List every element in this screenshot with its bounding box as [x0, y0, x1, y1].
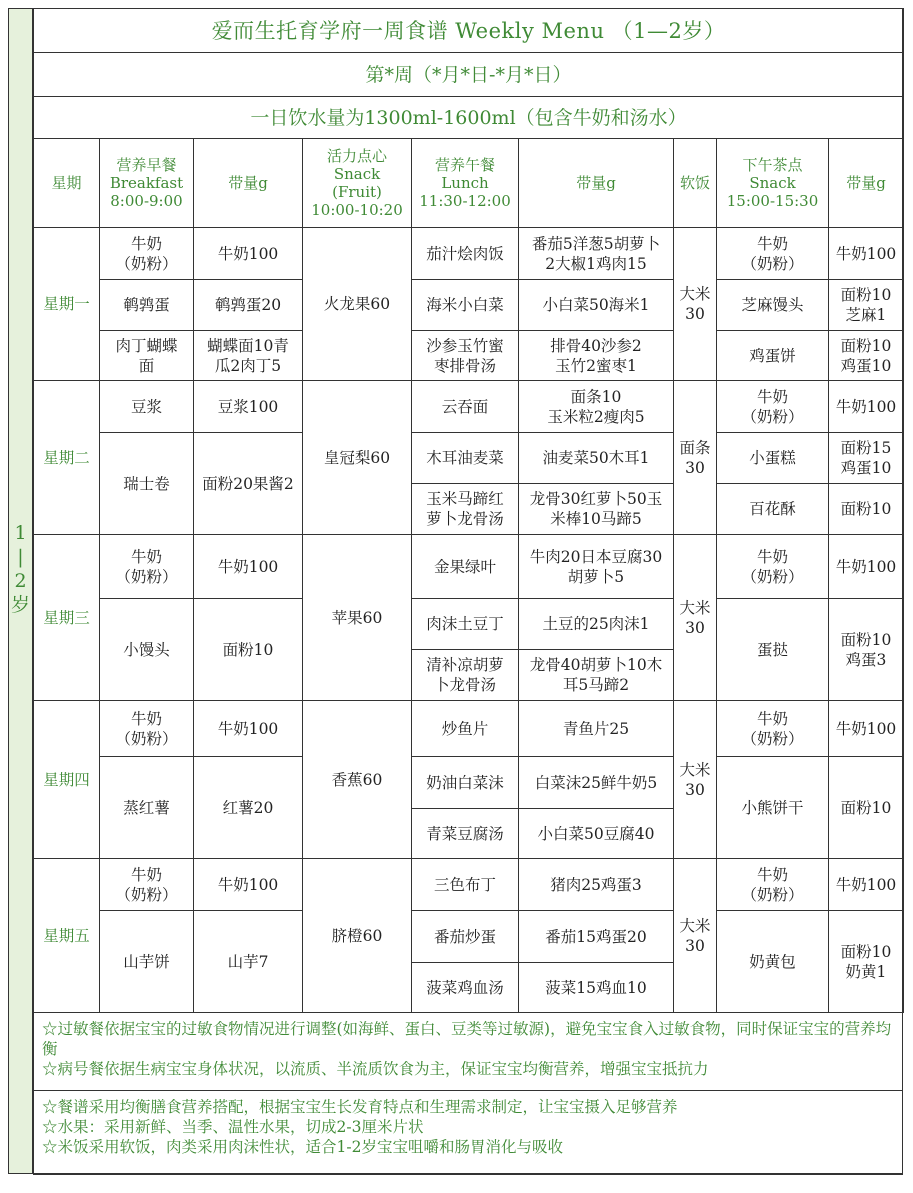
day3-lunch-amount-2: 土豆的25肉沫1	[518, 598, 674, 650]
header-breakfast: 营养早餐 Breakfast 8:00-9:00	[99, 138, 194, 228]
day3-lunch-amount-1: 牛肉20日本豆腐30 胡萝卜5	[518, 534, 674, 599]
day2-afternoon-amount-2: 面粉15 鸡蛋10	[828, 432, 904, 484]
day2-lunch-amount-1: 面条10 玉米粒2瘦肉5	[518, 380, 674, 433]
day5-soft-rice: 大米 30	[673, 858, 717, 1013]
day3-afternoon-snack-1: 牛奶 （奶粉）	[716, 534, 829, 599]
day1-breakfast-2: 鹌鹑蛋	[99, 279, 194, 331]
day4-breakfast-amount-1: 牛奶100	[193, 700, 303, 757]
day2-soft-rice: 面条 30	[673, 380, 717, 535]
day2-afternoon-amount-3: 面粉10	[828, 483, 904, 535]
day1-soft-rice: 大米 30	[673, 227, 717, 381]
day2-breakfast-1: 豆浆	[99, 380, 194, 433]
day5-lunch-3: 菠菜鸡血汤	[411, 962, 519, 1013]
week-range: 第*周（*月*日-*月*日）	[33, 52, 904, 97]
day4-fruit-snack: 香蕉60	[302, 700, 412, 859]
day1-lunch-2: 海米小白菜	[411, 279, 519, 331]
day3-breakfast-amount-1: 牛奶100	[193, 534, 303, 599]
day2-afternoon-snack-3: 百花酥	[716, 483, 829, 535]
day1-breakfast-1: 牛奶 （奶粉）	[99, 227, 194, 280]
day5-breakfast-amount-1: 牛奶100	[193, 858, 303, 911]
day4-afternoon-amount-1: 牛奶100	[828, 700, 904, 757]
day1-lunch-3: 沙参玉竹蜜 枣排骨汤	[411, 330, 519, 381]
day1-lunch-1: 茄汁烩肉饭	[411, 227, 519, 280]
day4-lunch-1: 炒鱼片	[411, 700, 519, 757]
day5-afternoon-amount-2: 面粉10 奶黄1	[828, 910, 904, 1013]
day4-breakfast-2: 蒸红薯	[99, 756, 194, 859]
day4-weekday: 星期四	[33, 700, 100, 859]
day5-afternoon-amount-1: 牛奶100	[828, 858, 904, 911]
day2-lunch-3: 玉米马蹄红 萝卜龙骨汤	[411, 483, 519, 535]
age-sidebar	[8, 8, 33, 1174]
header-lunch-amount: 带量g	[518, 138, 674, 228]
day2-breakfast-2: 瑞士卷	[99, 432, 194, 535]
day5-lunch-1: 三色布丁	[411, 858, 519, 911]
header-breakfast-amount: 带量g	[193, 138, 303, 228]
day2-weekday: 星期二	[33, 380, 100, 535]
day5-lunch-amount-1: 猪肉25鸡蛋3	[518, 858, 674, 911]
allergy-notes	[33, 1012, 903, 1091]
day5-breakfast-amount-2: 山芋7	[193, 910, 303, 1013]
day5-lunch-2: 番茄炒蛋	[411, 910, 519, 963]
day3-afternoon-snack-2: 蛋挞	[716, 598, 829, 701]
day2-fruit-snack: 皇冠梨60	[302, 380, 412, 535]
menu-title: 爱而生托育学府一周食谱 Weekly Menu （1—2岁）	[33, 8, 904, 53]
day4-lunch-2: 奶油白菜沫	[411, 756, 519, 809]
day4-breakfast-1: 牛奶 （奶粉）	[99, 700, 194, 757]
day2-afternoon-snack-2: 小蛋糕	[716, 432, 829, 484]
day2-lunch-amount-3: 龙骨30红萝卜50玉 米棒10马蹄5	[518, 483, 674, 535]
menu-notes-line-2: ☆水果：采用新鲜、当季、温性水果，切成2-3厘米片状	[42, 1118, 424, 1136]
header-afternoon-amount: 带量g	[828, 138, 904, 228]
day1-lunch-amount-3: 排骨40沙参2 玉竹2蜜枣1	[518, 330, 674, 381]
day3-breakfast-2: 小馒头	[99, 598, 194, 701]
day1-afternoon-amount-3: 面粉10 鸡蛋10	[828, 330, 904, 381]
day4-breakfast-amount-2: 红薯20	[193, 756, 303, 859]
day1-lunch-amount-2: 小白菜50海米1	[518, 279, 674, 331]
day1-breakfast-3: 肉丁蝴蝶 面	[99, 330, 194, 381]
day1-breakfast-amount-3: 蝴蝶面10青 瓜2肉丁5	[193, 330, 303, 381]
day1-afternoon-snack-1: 牛奶 （奶粉）	[716, 227, 829, 280]
day5-breakfast-1: 牛奶 （奶粉）	[99, 858, 194, 911]
day1-breakfast-amount-1: 牛奶100	[193, 227, 303, 280]
day1-afternoon-amount-2: 面粉10 芝麻1	[828, 279, 904, 331]
menu-notes	[33, 1090, 903, 1175]
day4-afternoon-snack-1: 牛奶 （奶粉）	[716, 700, 829, 757]
day4-soft-rice: 大米 30	[673, 700, 717, 859]
day1-lunch-amount-1: 番茄5洋葱5胡萝卜 2大椒1鸡肉15	[518, 227, 674, 280]
day2-breakfast-amount-2: 面粉20果酱2	[193, 432, 303, 535]
allergy-notes-line-1: ☆过敏餐依据宝宝的过敏食物情况进行调整(如海鲜、蛋白、豆类等过敏源)，避免宝宝食入过敏食物，同时保证宝宝的营养均衡	[42, 1020, 892, 1058]
day4-afternoon-snack-2: 小熊饼干	[716, 756, 829, 859]
day1-afternoon-snack-3: 鸡蛋饼	[716, 330, 829, 381]
day4-lunch-amount-1: 青鱼片25	[518, 700, 674, 757]
day3-afternoon-amount-1: 牛奶100	[828, 534, 904, 599]
day1-afternoon-snack-2: 芝麻馒头	[716, 279, 829, 331]
day1-weekday: 星期一	[33, 227, 100, 381]
water-intake: 一日饮水量为1300ml-1600ml（包含牛奶和汤水）	[33, 96, 904, 139]
day1-fruit-snack: 火龙果60	[302, 227, 412, 381]
day5-fruit-snack: 脐橙60	[302, 858, 412, 1013]
header-snack: 活力点心 Snack (Fruit) 10:00-10:20	[302, 138, 412, 228]
age-label: 1 | 2 岁	[10, 522, 30, 616]
day3-soft-rice: 大米 30	[673, 534, 717, 701]
day1-breakfast-amount-2: 鹌鹑蛋20	[193, 279, 303, 331]
header-lunch: 营养午餐 Lunch 11:30-12:00	[411, 138, 519, 228]
menu-notes-line-1: ☆餐谱采用均衡膳食营养搭配，根据宝宝生长发育特点和生理需求制定，让宝宝摄入足够营养	[42, 1098, 678, 1116]
day5-weekday: 星期五	[33, 858, 100, 1013]
day2-afternoon-amount-1: 牛奶100	[828, 380, 904, 433]
day5-lunch-amount-3: 菠菜15鸡血10	[518, 962, 674, 1013]
day3-lunch-3: 清补凉胡萝 卜龙骨汤	[411, 649, 519, 701]
day2-lunch-amount-2: 油麦菜50木耳1	[518, 432, 674, 484]
day5-afternoon-snack-2: 奶黄包	[716, 910, 829, 1013]
day2-breakfast-amount-1: 豆浆100	[193, 380, 303, 433]
allergy-notes-line-2: ☆病号餐依据生病宝宝身体状况，以流质、半流质饮食为主，保证宝宝均衡营养，增强宝宝抵抗力	[42, 1060, 709, 1078]
day5-breakfast-2: 山芋饼	[99, 910, 194, 1013]
header-soft-rice: 软饭	[673, 138, 717, 228]
day2-lunch-2: 木耳油麦菜	[411, 432, 519, 484]
header-day: 星期	[33, 138, 100, 228]
day3-weekday: 星期三	[33, 534, 100, 701]
day4-lunch-amount-3: 小白菜50豆腐40	[518, 808, 674, 859]
day4-lunch-amount-2: 白菜沫25鲜牛奶5	[518, 756, 674, 809]
day3-lunch-amount-3: 龙骨40胡萝卜10木 耳5马蹄2	[518, 649, 674, 701]
day3-lunch-1: 金果绿叶	[411, 534, 519, 599]
menu-notes-line-3: ☆米饭采用软饭，肉类采用肉沫性状，适合1-2岁宝宝咀嚼和肠胃消化与吸收	[42, 1138, 563, 1156]
day3-lunch-2: 肉沫土豆丁	[411, 598, 519, 650]
header-afternoon-snack: 下午茶点 Snack 15:00-15:30	[716, 138, 829, 228]
day3-afternoon-amount-2: 面粉10 鸡蛋3	[828, 598, 904, 701]
day4-afternoon-amount-2: 面粉10	[828, 756, 904, 859]
day4-lunch-3: 青菜豆腐汤	[411, 808, 519, 859]
day2-lunch-1: 云吞面	[411, 380, 519, 433]
day5-afternoon-snack-1: 牛奶 （奶粉）	[716, 858, 829, 911]
day1-afternoon-amount-1: 牛奶100	[828, 227, 904, 280]
day3-breakfast-amount-2: 面粉10	[193, 598, 303, 701]
day5-lunch-amount-2: 番茄15鸡蛋20	[518, 910, 674, 963]
day3-fruit-snack: 苹果60	[302, 534, 412, 701]
day2-afternoon-snack-1: 牛奶 （奶粉）	[716, 380, 829, 433]
day3-breakfast-1: 牛奶 （奶粉）	[99, 534, 194, 599]
